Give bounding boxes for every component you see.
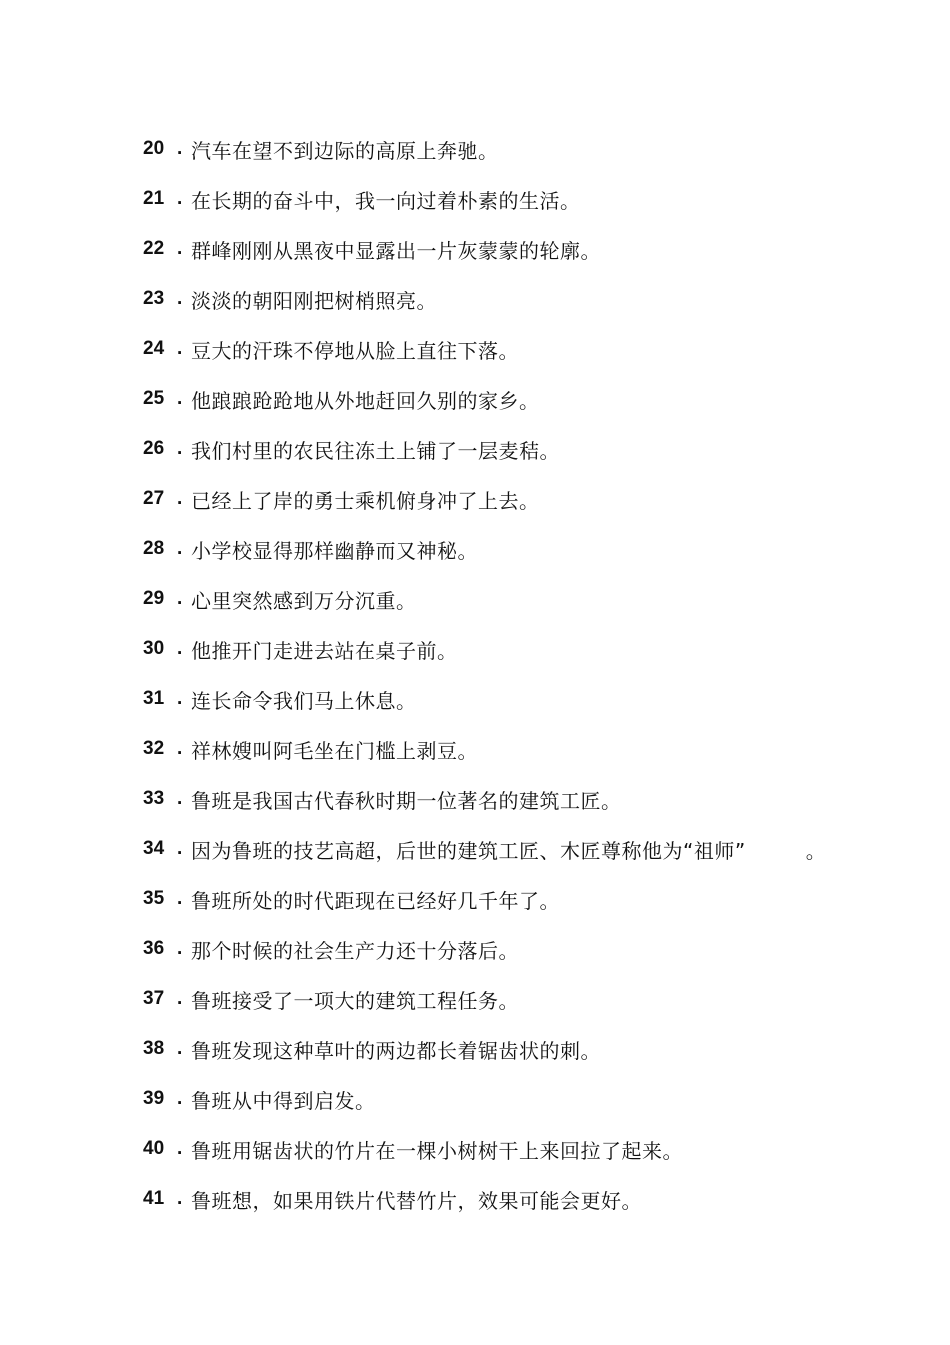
list-item	[143, 474, 933, 524]
list-item	[143, 974, 933, 1024]
item-number: 23	[143, 288, 165, 309]
item-separator: .	[177, 738, 183, 759]
item-number: 39	[143, 1088, 165, 1109]
item-trailing-period: 。	[805, 838, 826, 863]
item-separator: .	[177, 238, 183, 259]
item-separator: .	[177, 1188, 183, 1209]
item-number: 27	[143, 488, 165, 509]
item-text: 鲁班发现这种草叶的两边都长着锯齿状的刺。	[191, 1038, 601, 1063]
list-item	[143, 1124, 933, 1174]
list-item	[143, 624, 933, 674]
list-item	[143, 574, 933, 624]
item-text: 已经上了岸的勇士乘机俯身冲了上去。	[191, 488, 540, 513]
item-number: 30	[143, 638, 165, 659]
list-item	[143, 924, 933, 974]
item-text: 心里突然感到万分沉重。	[191, 588, 417, 613]
item-separator: .	[177, 138, 183, 159]
list-item	[143, 174, 933, 224]
item-text: 他踉踉跄跄地从外地赶回久别的家乡。	[191, 388, 540, 413]
item-number: 36	[143, 938, 165, 959]
item-number: 38	[143, 1038, 165, 1059]
item-text: 豆大的汗珠不停地从脸上直往下落。	[191, 338, 519, 363]
item-text: 鲁班从中得到启发。	[191, 1088, 376, 1113]
item-separator: .	[177, 288, 183, 309]
item-separator: .	[177, 638, 183, 659]
list-item	[143, 1174, 933, 1224]
list-item	[143, 724, 933, 774]
list-item	[143, 674, 933, 724]
list-item	[143, 374, 933, 424]
item-text: 群峰刚刚从黑夜中显露出一片灰蒙蒙的轮廓。	[191, 238, 601, 263]
item-text: 鲁班是我国古代春秋时期一位著名的建筑工匠。	[191, 788, 622, 813]
list-item	[143, 324, 933, 374]
list-item	[143, 274, 933, 324]
list-item	[143, 224, 933, 274]
item-text: 鲁班用锯齿状的竹片在一棵小树树干上来回拉了起来。	[191, 1138, 683, 1163]
item-text: 我们村里的农民往冻土上铺了一层麦秸。	[191, 438, 560, 463]
item-number: 25	[143, 388, 165, 409]
item-number: 40	[143, 1138, 165, 1159]
item-text: 连长命令我们马上休息。	[191, 688, 417, 713]
item-separator: .	[177, 888, 183, 909]
item-number: 31	[143, 688, 165, 709]
item-separator: .	[177, 438, 183, 459]
item-separator: .	[177, 688, 183, 709]
item-text: 淡淡的朝阳刚把树梢照亮。	[191, 288, 437, 313]
item-text: 鲁班想，如果用铁片代替竹片，效果可能会更好。	[191, 1188, 642, 1213]
item-separator: .	[177, 488, 183, 509]
list-item	[143, 1024, 933, 1074]
item-text: 祥林嫂叫阿毛坐在门槛上剥豆。	[191, 738, 478, 763]
item-separator: .	[177, 788, 183, 809]
item-separator: .	[177, 1138, 183, 1159]
item-number: 33	[143, 788, 165, 809]
item-number: 26	[143, 438, 165, 459]
item-number: 21	[143, 188, 165, 209]
item-number: 37	[143, 988, 165, 1009]
list-item	[143, 1074, 933, 1124]
item-number: 35	[143, 888, 165, 909]
item-text: 鲁班接受了一项大的建筑工程任务。	[191, 988, 519, 1013]
item-number: 28	[143, 538, 165, 559]
list-item	[143, 424, 933, 474]
item-text: 汽车在望不到边际的高原上奔驰。	[191, 138, 499, 163]
item-separator: .	[177, 988, 183, 1009]
item-separator: .	[177, 338, 183, 359]
item-separator: .	[177, 538, 183, 559]
list-item	[143, 824, 933, 874]
item-text: 那个时候的社会生产力还十分落后。	[191, 938, 519, 963]
item-separator: .	[177, 388, 183, 409]
list-item	[143, 124, 933, 174]
item-number: 29	[143, 588, 165, 609]
item-number: 41	[143, 1188, 165, 1209]
item-separator: .	[177, 938, 183, 959]
item-number: 32	[143, 738, 165, 759]
sentence-list	[143, 124, 933, 1224]
item-text: 他推开门走进去站在桌子前。	[191, 638, 458, 663]
item-number: 20	[143, 138, 165, 159]
item-number: 34	[143, 838, 165, 859]
item-text: 在长期的奋斗中，我一向过着朴素的生活。	[191, 188, 581, 213]
item-separator: .	[177, 1038, 183, 1059]
list-item	[143, 874, 933, 924]
list-item	[143, 774, 933, 824]
item-number: 24	[143, 338, 165, 359]
item-separator: .	[177, 588, 183, 609]
item-text: 鲁班所处的时代距现在已经好几千年了。	[191, 888, 560, 913]
item-separator: .	[177, 838, 183, 859]
item-text: 因为鲁班的技艺高超，后世的建筑工匠、木匠尊称他为“祖师”	[191, 838, 746, 863]
item-text: 小学校显得那样幽静而又神秘。	[191, 538, 478, 563]
item-number: 22	[143, 238, 165, 259]
item-separator: .	[177, 1088, 183, 1109]
list-item	[143, 524, 933, 574]
item-separator: .	[177, 188, 183, 209]
